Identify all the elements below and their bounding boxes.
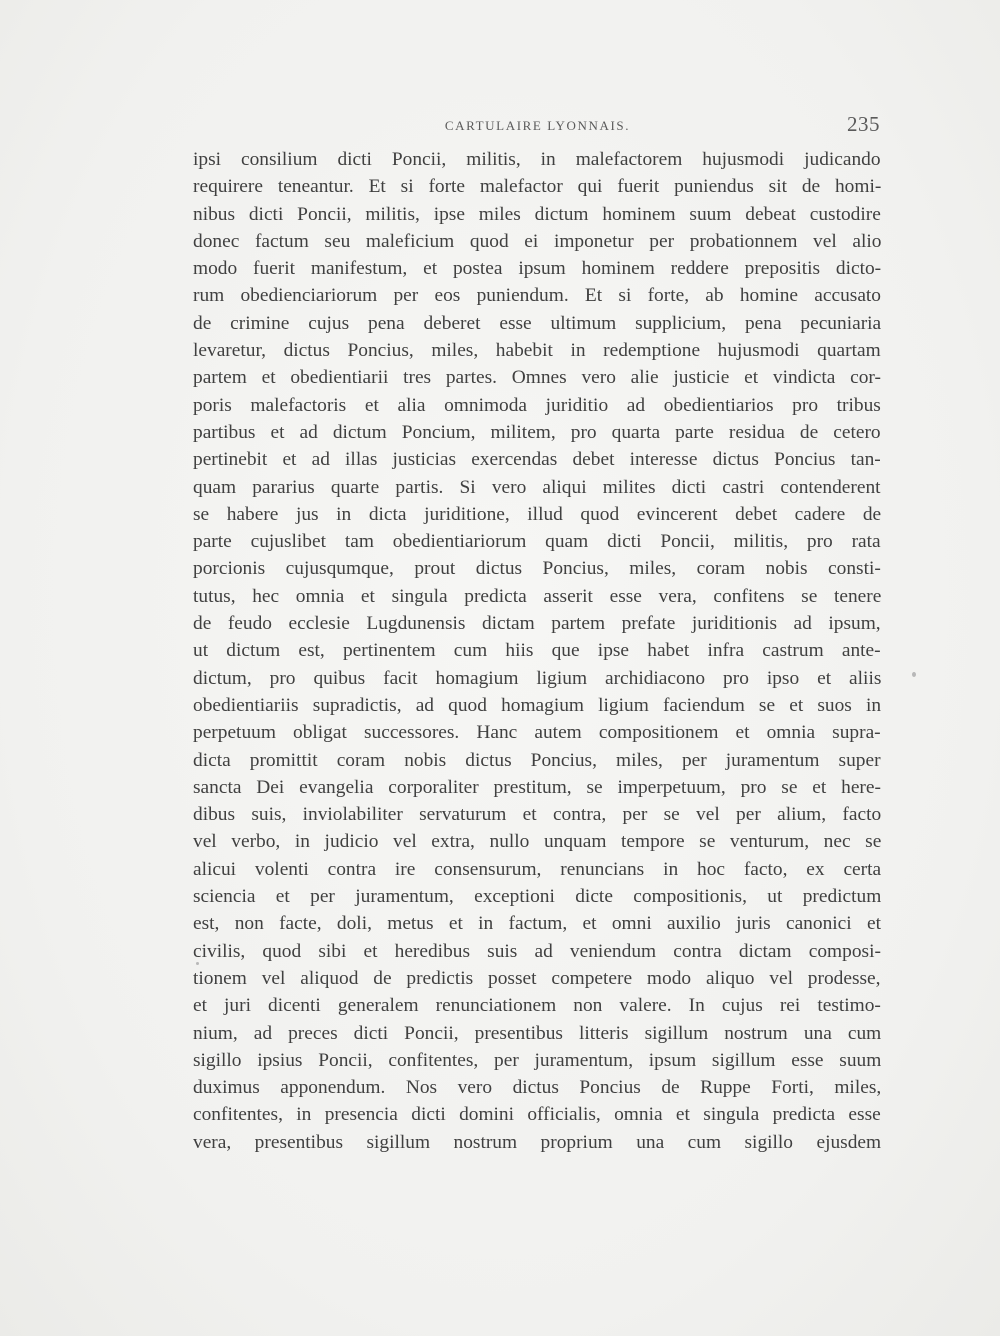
text-line: ut dictum est, pertinentem cum hiis que ipse habet infra castrum ante- [193, 640, 881, 662]
text-line: dicta promittit coram nobis dictus Poncius, miles, per juramentum super [193, 749, 881, 771]
text-line: sancta Dei evangelia corporaliter prestitum, se imperpetuum, pro se et here- [193, 776, 881, 798]
text-line: civilis, quod sibi et heredibus suis ad veniendum contra dictam composi- [193, 940, 881, 962]
text-line: porcionis cujusqumque, prout dictus Poncius, miles, coram nobis consti- [193, 558, 881, 580]
text-line: rum obedienciariorum per eos puniendum. Et si forte, ab homine accusato [193, 285, 881, 307]
text-line: de crimine cujus pena deberet esse ultimum supplicium, pena pecuniaria [193, 312, 881, 334]
text-line: de feudo ecclesie Lugdunensis dictam partem prefate juriditionis ad ipsum, [193, 613, 881, 635]
text-line: alicui volenti contra ire consensurum, renuncians in hoc facto, ex certa [193, 858, 881, 880]
paper-speck [196, 962, 199, 965]
text-line: quam pararius quarte partis. Si vero aliqui milites dicti castri contenderent [193, 476, 881, 498]
body-text [193, 146, 881, 1156]
paper-speck [912, 672, 916, 677]
text-line: perpetuum obligat successores. Hanc autem compositionem et omnia supra- [193, 722, 881, 744]
running-head [195, 112, 880, 138]
text-line: poris malefactoris et alia omnimoda juriditio ad obedientiarios pro tribus [193, 394, 881, 416]
text-line: levaretur, dictus Poncius, miles, habebit in redemptione hujusmodi quartam [193, 340, 881, 362]
text-line: parte cujuslibet tam obedientiariorum quam dicti Poncii, militis, pro rata [193, 531, 881, 553]
text-line: confitentes, in presencia dicti domini officialis, omnia et singula predicta esse [193, 1104, 881, 1126]
text-line: dictum, pro quibus facit homagium ligium archidiacono pro ipso et aliis [193, 667, 881, 689]
text-line: partem et obedientiarii tres partes. Omnes vero alie justicie et vindicta cor- [193, 367, 881, 389]
text-line: pertinebit et ad illas justicias exercendas debet interesse dictus Poncius tan- [193, 449, 881, 471]
text-line: tionem vel aliquod de predictis posset competere modo aliquo vel prodesse, [193, 967, 881, 989]
text-line: modo fuerit manifestum, et postea ipsum hominem reddere prepositis dicto- [193, 258, 881, 280]
text-line: obedientiariis supradictis, ad quod homagium ligium faciendum se et suos in [193, 694, 881, 716]
text-line: partibus et ad dictum Poncium, militem, pro quarta parte residua de cetero [193, 421, 881, 443]
text-line: et juri dicenti generalem renunciationem non valere. In cujus rei testimo- [193, 995, 881, 1017]
text-line: dibus suis, inviolabiliter servaturum et contra, per se vel per alium, facto [193, 804, 881, 826]
text-line: ipsi consilium dicti Poncii, militis, in malefactorem hujusmodi judicando [193, 149, 881, 170]
text-line: duximus apponendum. Nos vero dictus Poncius de Ruppe Forti, miles, [193, 1077, 881, 1099]
page-number: 235 [847, 112, 880, 136]
text-line: est, non facte, doli, metus et in factum, et omni auxilio juris canonici et [193, 913, 881, 935]
text-line: nibus dicti Poncii, militis, ipse miles dictum hominem suum debeat custodire [193, 203, 881, 225]
text-line: sigillo ipsius Poncii, confitentes, per juramentum, ipsum sigillum esse suum [193, 1049, 881, 1071]
text-line: donec factum seu maleficium quod ei imponetur per probationnem vel alio [193, 230, 881, 252]
text-line: nium, ad preces dicti Poncii, presentibus litteris sigillum nostrum una cum [193, 1022, 881, 1044]
text-line: vel verbo, in judicio vel extra, nullo unquam tempore se venturum, nec se [193, 831, 881, 853]
text-line: vera, presentibus sigillum nostrum proprium una cum sigillo ejusdem [193, 1131, 881, 1153]
text-line: se habere jus in dicta juriditione, illud quod evincerent debet cadere de [193, 503, 881, 525]
running-title: CARTULAIRE LYONNAIS. [444, 118, 631, 133]
text-line: requirere teneantur. Et si forte malefactor qui fuerit puniendus sit de homi- [193, 176, 881, 198]
text-line: tutus, hec omnia et singula predicta asserit esse vera, confitens se tenere [193, 585, 881, 607]
text-line: sciencia et per juramentum, exceptioni dicte compositionis, ut predictum [193, 886, 881, 908]
